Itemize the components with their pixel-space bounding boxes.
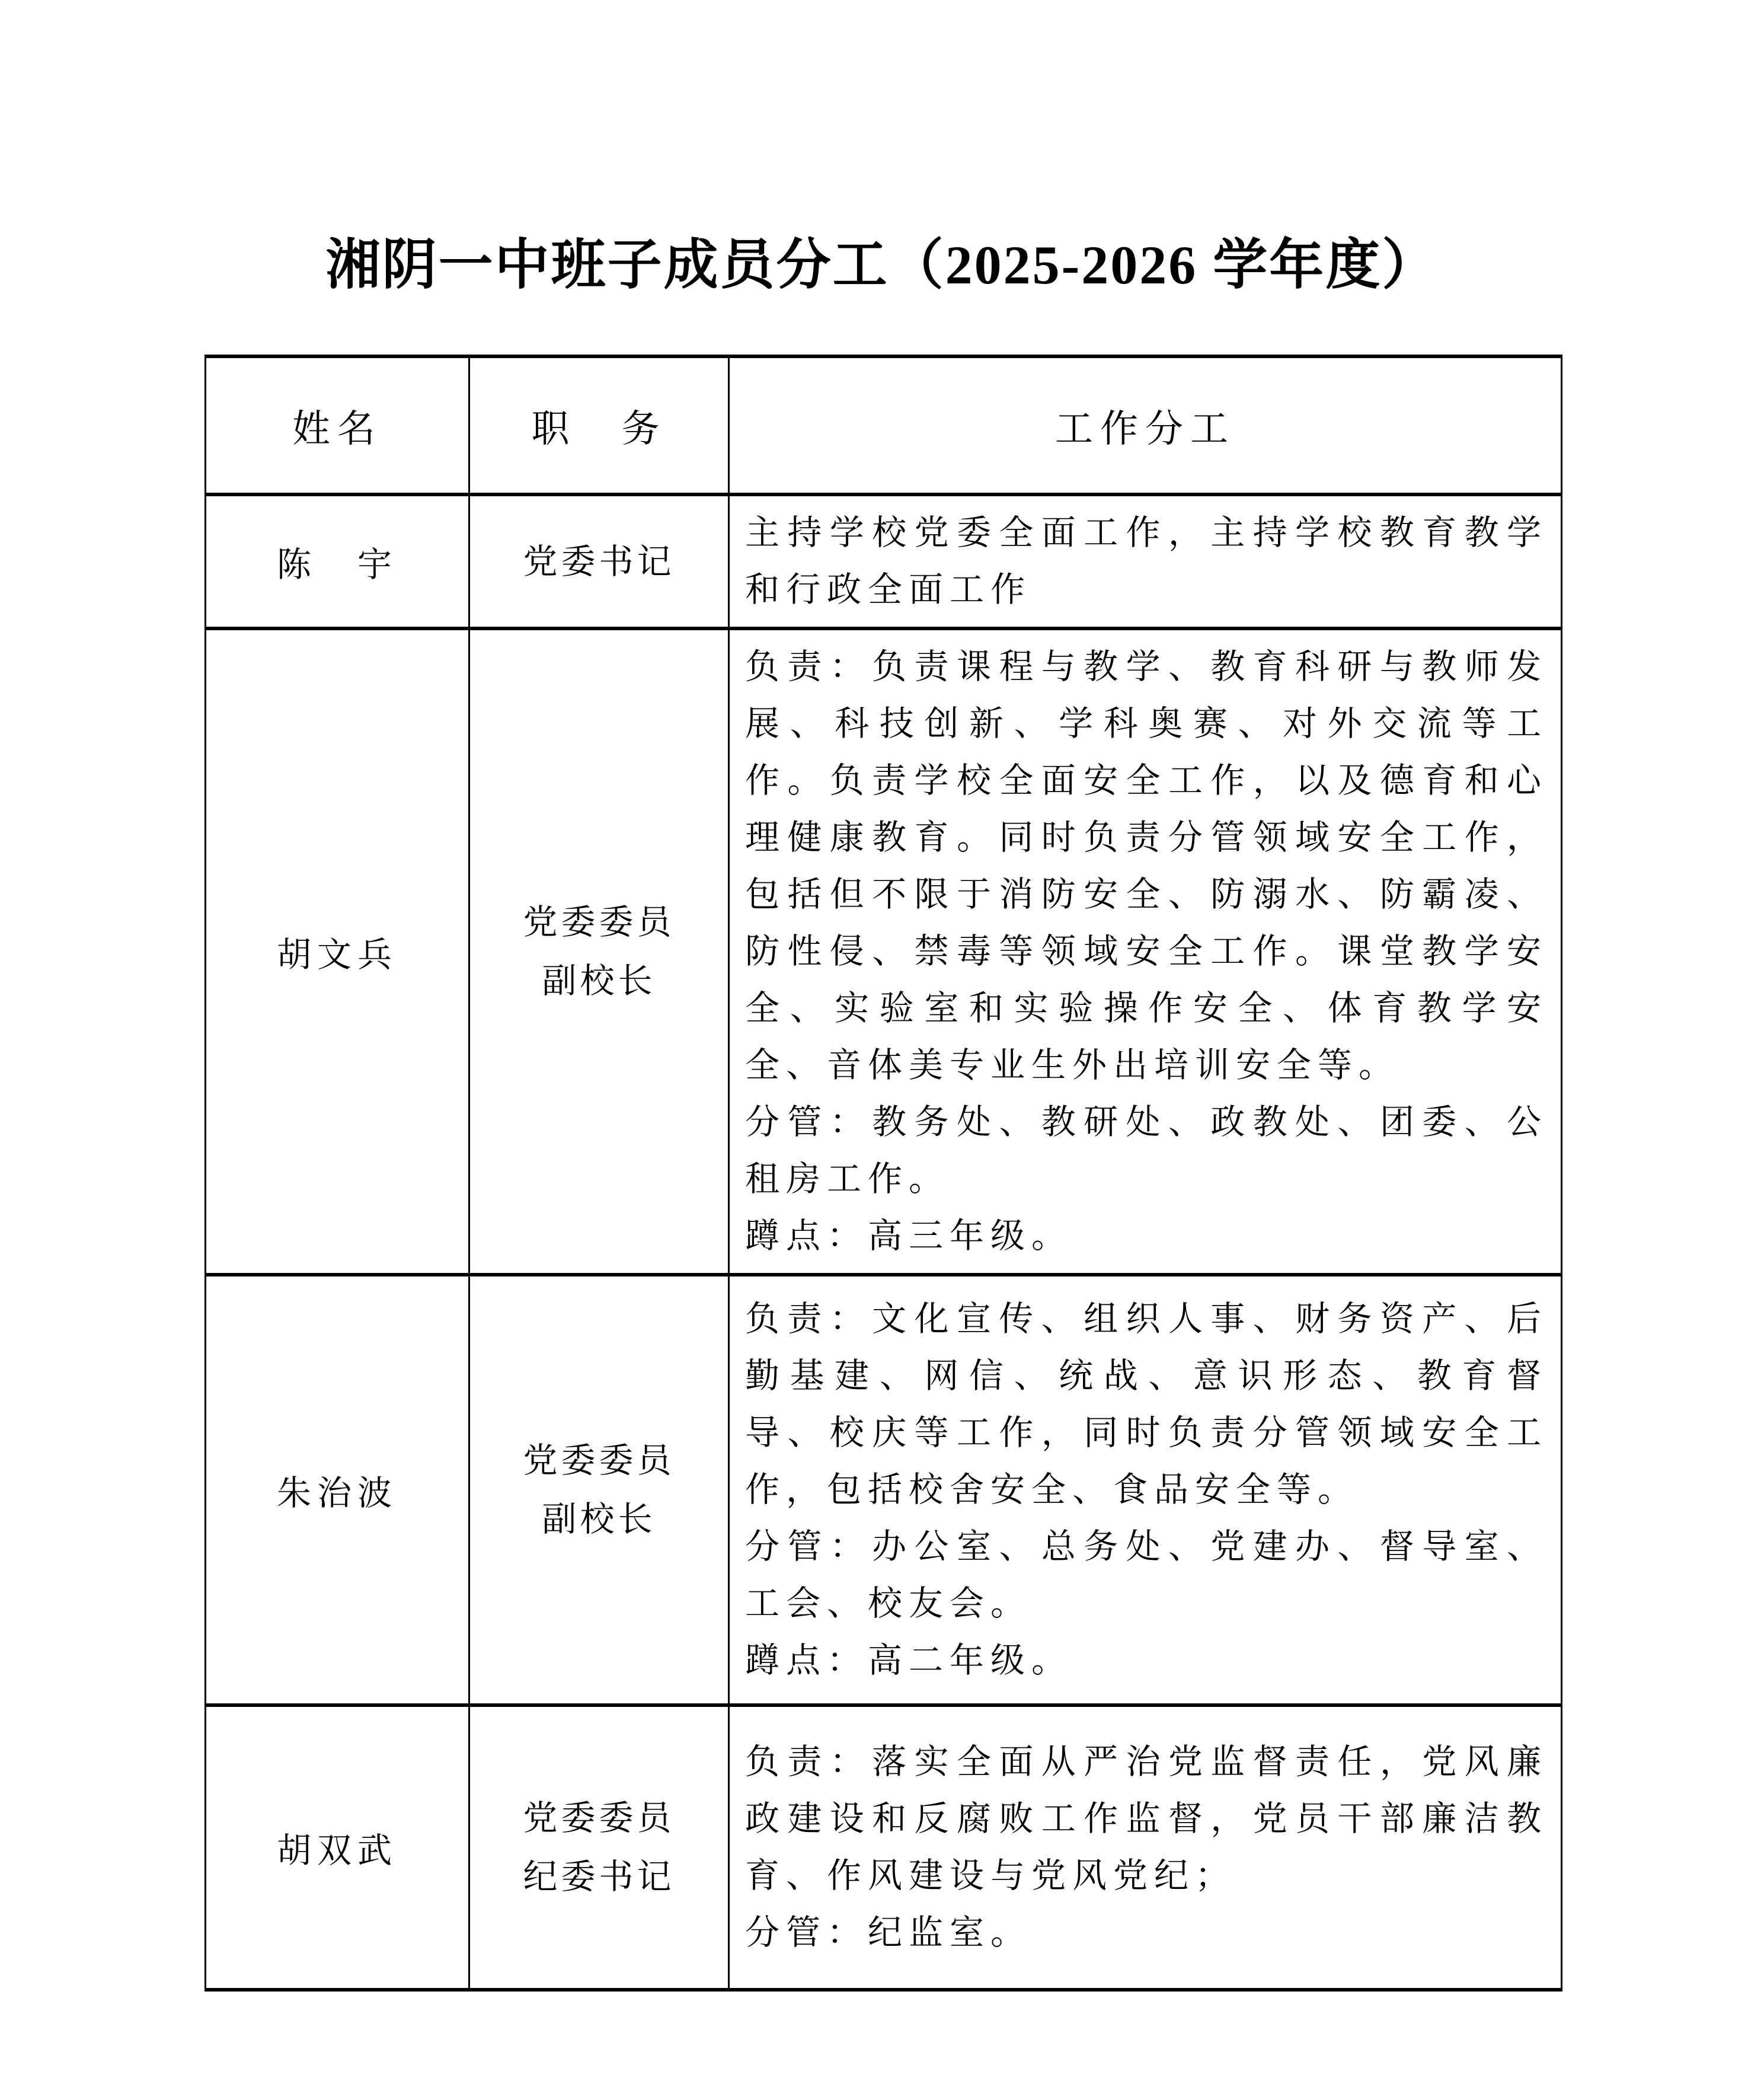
member-duties — [729, 494, 1562, 628]
member-position — [469, 1275, 729, 1705]
member-duties — [729, 1705, 1562, 1990]
position-line: 党委委员 — [523, 903, 675, 942]
column-header-name: 姓名 — [206, 356, 469, 494]
member-name: 朱治波 — [206, 1275, 469, 1705]
column-header-position: 职 务 — [469, 356, 729, 494]
member-position — [469, 1705, 729, 1990]
table-header-row — [206, 356, 1562, 494]
column-header-duty: 工作分工 — [729, 356, 1562, 494]
table-row — [206, 628, 1562, 1275]
table-row — [206, 494, 1562, 628]
page-title: 湘阴一中班子成员分工（2025-2026 学年度） — [325, 235, 1439, 295]
duty-paragraph: 负责：文化宣传、组织人事、财务资产、后勤基建、网信、统战、意识形态、教育督导、校庆等工作，同时负责分管领域安全工作，包括校舍安全、食品安全等。 — [745, 1300, 1548, 1509]
member-position — [469, 494, 729, 628]
member-duties — [729, 1275, 1562, 1705]
duty-paragraph: 蹲点：高二年级。 — [745, 1641, 1073, 1680]
duty-paragraph: 负责：负责课程与教学、教育科研与教师发展、科技创新、学科奥赛、对外交流等工作。负责学校全面安全工作，以及德育和心理健康教育。同时负责分管领域安全工作，包括但不限于消防安全、防溺水、防霸凌、防性侵、禁毒等领域安全工作。课堂教学安全、实验室和实验操作安全、体育教学安全、音体美专业生外出培训安全等。 — [745, 647, 1548, 1084]
duty-paragraph: 蹲点：高三年级。 — [745, 1217, 1073, 1255]
duty-paragraph: 负责：落实全面从严治党监督责任，党风廉政建设和反腐败工作监督，党员干部廉洁教育、作风建设与党风党纪； — [745, 1742, 1548, 1895]
member-position — [469, 628, 729, 1275]
position-line: 党委委员 — [523, 1441, 675, 1480]
staff-duty-table — [204, 355, 1562, 1992]
duty-paragraph: 分管：纪监室。 — [745, 1913, 1032, 1952]
position-line: 副校长 — [542, 1500, 656, 1539]
duty-paragraph: 主持学校党委全面工作，主持学校教育教学和行政全面工作 — [745, 513, 1548, 609]
duty-paragraph: 分管：教务处、教研处、政教处、团委、公租房工作。 — [745, 1103, 1548, 1198]
member-name: 陈 宇 — [206, 494, 469, 628]
position-line: 副校长 — [542, 962, 656, 1000]
duty-paragraph: 分管：办公室、总务处、党建办、督导室、工会、校友会。 — [745, 1527, 1548, 1623]
table-row — [206, 1275, 1562, 1705]
member-duties — [729, 628, 1562, 1275]
position-line: 纪委书记 — [523, 1858, 675, 1896]
member-name: 胡双武 — [206, 1705, 469, 1990]
table-row — [206, 1705, 1562, 1990]
position-line: 党委书记 — [523, 542, 675, 581]
position-line: 党委委员 — [523, 1799, 675, 1837]
member-name: 胡文兵 — [206, 628, 469, 1275]
